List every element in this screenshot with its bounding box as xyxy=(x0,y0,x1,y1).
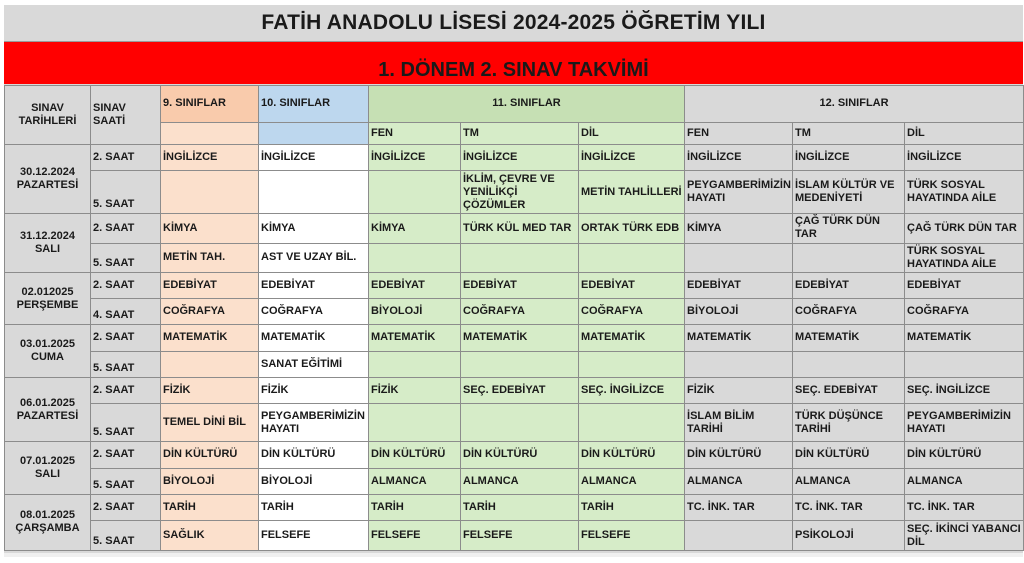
grade-12-subject xyxy=(685,351,793,377)
exam-weekday: CUMA xyxy=(31,351,64,364)
subheader-g12-fen: FEN xyxy=(685,122,793,144)
table-row xyxy=(5,298,1024,324)
grade-10-subject: DİN KÜLTÜRÜ xyxy=(259,442,369,468)
grade-11-subject: DİN KÜLTÜRÜ xyxy=(461,442,579,468)
grade-11-subject xyxy=(369,243,461,273)
grade-12-subject xyxy=(793,351,905,377)
grade-11-subject: METİN TAHLİLLERİ xyxy=(579,171,685,214)
grade-11-subject xyxy=(369,404,461,442)
subheader-g11-dil: DİL xyxy=(579,122,685,144)
exam-date: 02.012025 xyxy=(21,285,74,298)
table-row xyxy=(5,243,1024,273)
grade-10-subject: FİZİK xyxy=(259,377,369,403)
table-row xyxy=(5,145,1024,171)
grade-11-subject: İKLİM, ÇEVRE VE YENİLİKÇİ ÇÖZÜMLER xyxy=(461,171,579,214)
table-row xyxy=(5,325,1024,351)
exam-date: 30.12.2024 xyxy=(19,166,76,179)
grade-12-subject: EDEBİYAT xyxy=(793,273,905,298)
table-row xyxy=(5,171,1024,214)
exam-period: 4. SAAT xyxy=(91,298,161,324)
subheader-grade-10-empty xyxy=(259,122,369,144)
grade-9-subject: TARİH xyxy=(161,494,259,520)
grade-11-subject: FELSEFE xyxy=(579,521,685,551)
exam-date: 03.01.2025 xyxy=(19,338,76,351)
exam-weekday: PAZARTESİ xyxy=(16,409,79,422)
grade-11-subject: MATEMATİK xyxy=(579,325,685,351)
table-row xyxy=(5,468,1024,494)
grade-11-subject: ORTAK TÜRK EDB xyxy=(579,214,685,244)
grade-11-subject: TARİH xyxy=(579,494,685,520)
grade-11-subject xyxy=(579,351,685,377)
exam-weekday: SALI xyxy=(34,468,61,481)
grade-11-subject: MATEMATİK xyxy=(369,325,461,351)
grade-11-subject xyxy=(369,171,461,214)
grade-12-subject: BİYOLOJİ xyxy=(685,298,793,324)
grade-11-subject: COĞRAFYA xyxy=(579,298,685,324)
grade-10-subject: TARİH xyxy=(259,494,369,520)
grade-12-subject: SEÇ. İNGİLİZCE xyxy=(905,377,1024,403)
table-row xyxy=(5,442,1024,468)
exam-period: 5. SAAT xyxy=(91,521,161,551)
grade-12-subject: PEYGAMBERİMİZİN HAYATI xyxy=(685,171,793,214)
subheader-g12-dil: DİL xyxy=(905,122,1024,144)
grade-12-subject: İNGİLİZCE xyxy=(685,145,793,171)
exam-period: 5. SAAT xyxy=(91,243,161,273)
grade-12-subject: MATEMATİK xyxy=(793,325,905,351)
exam-period: 5. SAAT xyxy=(91,171,161,214)
header-grade-10: 10. SINIFLAR xyxy=(259,86,369,123)
grade-9-subject: TEMEL DİNİ BİL xyxy=(161,404,259,442)
exam-period: 2. SAAT xyxy=(91,273,161,298)
grade-11-subject: SEÇ. EDEBİYAT xyxy=(461,377,579,403)
grade-9-subject: KİMYA xyxy=(161,214,259,244)
grade-12-subject: TC. İNK. TAR xyxy=(685,494,793,520)
grade-11-subject: ALMANCA xyxy=(369,468,461,494)
grade-12-subject: DİN KÜLTÜRÜ xyxy=(685,442,793,468)
grade-11-subject: KİMYA xyxy=(369,214,461,244)
grade-10-subject: PEYGAMBERİMİZİN HAYATI xyxy=(259,404,369,442)
grade-12-subject xyxy=(685,243,793,273)
exam-date-cell xyxy=(5,494,91,550)
subheader-grade-9-empty xyxy=(161,122,259,144)
grade-11-subject xyxy=(579,243,685,273)
grade-12-subject: ALMANCA xyxy=(905,468,1024,494)
subheader-g11-tm: TM xyxy=(461,122,579,144)
exam-weekday: PERŞEMBE xyxy=(16,298,79,311)
grade-10-subject: FELSEFE xyxy=(259,521,369,551)
grade-12-subject: İNGİLİZCE xyxy=(793,145,905,171)
grade-9-subject: COĞRAFYA xyxy=(161,298,259,324)
grade-12-subject: FİZİK xyxy=(685,377,793,403)
page-title: FATİH ANADOLU LİSESİ 2024-2025 ÖĞRETİM YILI xyxy=(4,5,1023,42)
grade-12-subject xyxy=(793,243,905,273)
grade-11-subject: ALMANCA xyxy=(579,468,685,494)
table-row xyxy=(5,521,1024,551)
grade-12-subject: MATEMATİK xyxy=(685,325,793,351)
grade-12-subject: PSİKOLOJİ xyxy=(793,521,905,551)
grade-12-subject: TC. İNK. TAR xyxy=(905,494,1024,520)
grade-10-subject: COĞRAFYA xyxy=(259,298,369,324)
grade-9-subject xyxy=(161,171,259,214)
table-row xyxy=(5,404,1024,442)
exam-schedule-table xyxy=(4,85,1024,551)
grade-11-subject: FİZİK xyxy=(369,377,461,403)
grade-11-subject xyxy=(461,243,579,273)
schedule-subtitle: 1. DÖNEM 2. SINAV TAKVİMİ xyxy=(4,42,1023,84)
table-row xyxy=(5,377,1024,403)
exam-period: 2. SAAT xyxy=(91,214,161,244)
exam-period: 2. SAAT xyxy=(91,442,161,468)
grade-11-subject: FELSEFE xyxy=(461,521,579,551)
header-grade-9: 9. SINIFLAR xyxy=(161,86,259,123)
exam-date-cell xyxy=(5,442,91,495)
grade-10-subject: MATEMATİK xyxy=(259,325,369,351)
grade-9-subject: DİN KÜLTÜRÜ xyxy=(161,442,259,468)
grade-11-subject: TÜRK KÜL MED TAR xyxy=(461,214,579,244)
exam-period: 2. SAAT xyxy=(91,377,161,403)
grade-12-subject xyxy=(685,521,793,551)
grade-12-subject: TC. İNK. TAR xyxy=(793,494,905,520)
exam-period: 5. SAAT xyxy=(91,468,161,494)
grade-10-subject: SANAT EĞİTİMİ xyxy=(259,351,369,377)
grade-12-subject: EDEBİYAT xyxy=(685,273,793,298)
grade-10-subject: EDEBİYAT xyxy=(259,273,369,298)
grade-12-subject: MATEMATİK xyxy=(905,325,1024,351)
grade-12-subject: İNGİLİZCE xyxy=(905,145,1024,171)
grade-12-subject: COĞRAFYA xyxy=(793,298,905,324)
grade-11-subject: MATEMATİK xyxy=(461,325,579,351)
grade-11-subject: DİN KÜLTÜRÜ xyxy=(369,442,461,468)
exam-date: 07.01.2025 xyxy=(19,455,76,468)
header-row xyxy=(5,86,1024,123)
grade-10-subject: AST VE UZAY BİL. xyxy=(259,243,369,273)
grade-11-subject: İNGİLİZCE xyxy=(579,145,685,171)
grade-11-subject: EDEBİYAT xyxy=(579,273,685,298)
exam-date-cell xyxy=(5,273,91,325)
header-grade-11: 11. SINIFLAR xyxy=(369,86,685,123)
grade-11-subject: İNGİLİZCE xyxy=(461,145,579,171)
grade-12-subject: ÇAĞ TÜRK DÜN TAR xyxy=(905,214,1024,244)
grade-11-subject: BİYOLOJİ xyxy=(369,298,461,324)
grade-11-subject: İNGİLİZCE xyxy=(369,145,461,171)
exam-schedule-sheet xyxy=(4,5,1023,553)
header-exam-time: SINAV SAATİ xyxy=(91,86,161,145)
grade-12-subject xyxy=(905,351,1024,377)
grade-12-subject: DİN KÜLTÜRÜ xyxy=(905,442,1024,468)
grade-10-subject xyxy=(259,171,369,214)
table-row xyxy=(5,351,1024,377)
exam-date: 08.01.2025 xyxy=(19,509,76,522)
header-grade-12: 12. SINIFLAR xyxy=(685,86,1024,123)
grade-12-subject: ALMANCA xyxy=(685,468,793,494)
grade-11-subject xyxy=(369,351,461,377)
table-row xyxy=(5,494,1024,520)
grade-9-subject: METİN TAH. xyxy=(161,243,259,273)
grade-12-subject: SEÇ. EDEBİYAT xyxy=(793,377,905,403)
exam-period: 2. SAAT xyxy=(91,325,161,351)
grade-11-subject: EDEBİYAT xyxy=(369,273,461,298)
grade-11-subject: TARİH xyxy=(369,494,461,520)
grade-12-subject: TÜRK SOSYAL HAYATINDA AİLE xyxy=(905,171,1024,214)
exam-weekday: ÇARŞAMBA xyxy=(15,522,80,535)
grade-12-subject: TÜRK DÜŞÜNCE TARİHİ xyxy=(793,404,905,442)
grade-11-subject xyxy=(461,351,579,377)
grade-11-subject xyxy=(579,404,685,442)
grade-10-subject: BİYOLOJİ xyxy=(259,468,369,494)
grade-12-subject: SEÇ. İKİNCİ YABANCI DİL xyxy=(905,521,1024,551)
grade-11-subject: DİN KÜLTÜRÜ xyxy=(579,442,685,468)
subheader-g11-fen: FEN xyxy=(369,122,461,144)
grade-9-subject: SAĞLIK xyxy=(161,521,259,551)
exam-weekday: PAZARTESİ xyxy=(16,179,79,192)
grade-10-subject: KİMYA xyxy=(259,214,369,244)
exam-period: 5. SAAT xyxy=(91,351,161,377)
grade-9-subject: İNGİLİZCE xyxy=(161,145,259,171)
grade-12-subject: ALMANCA xyxy=(793,468,905,494)
subheader-g12-tm: TM xyxy=(793,122,905,144)
exam-period: 2. SAAT xyxy=(91,145,161,171)
grade-11-subject: FELSEFE xyxy=(369,521,461,551)
grade-12-subject: İSLAM KÜLTÜR VE MEDENİYETİ xyxy=(793,171,905,214)
table-row xyxy=(5,214,1024,244)
grade-11-subject: SEÇ. İNGİLİZCE xyxy=(579,377,685,403)
exam-period: 2. SAAT xyxy=(91,494,161,520)
grade-12-subject: KİMYA xyxy=(685,214,793,244)
exam-date: 06.01.2025 xyxy=(19,396,76,409)
grade-11-subject: COĞRAFYA xyxy=(461,298,579,324)
grade-9-subject xyxy=(161,351,259,377)
grade-9-subject: FİZİK xyxy=(161,377,259,403)
grade-11-subject: ALMANCA xyxy=(461,468,579,494)
exam-date: 31.12.2024 xyxy=(19,230,76,243)
exam-date-cell xyxy=(5,145,91,214)
grade-11-subject xyxy=(461,404,579,442)
grade-10-subject: İNGİLİZCE xyxy=(259,145,369,171)
exam-date-cell xyxy=(5,325,91,378)
exam-date-cell xyxy=(5,214,91,273)
grade-9-subject: EDEBİYAT xyxy=(161,273,259,298)
exam-period: 5. SAAT xyxy=(91,404,161,442)
grade-12-subject: COĞRAFYA xyxy=(905,298,1024,324)
grade-12-subject: EDEBİYAT xyxy=(905,273,1024,298)
grade-9-subject: MATEMATİK xyxy=(161,325,259,351)
grade-9-subject: BİYOLOJİ xyxy=(161,468,259,494)
exam-weekday: SALI xyxy=(34,243,61,256)
bottom-edge xyxy=(4,553,1023,557)
grade-11-subject: TARİH xyxy=(461,494,579,520)
header-exam-dates: SINAV TARİHLERİ xyxy=(5,86,91,145)
grade-12-subject: TÜRK SOSYAL HAYATINDA AİLE xyxy=(905,243,1024,273)
grade-11-subject: EDEBİYAT xyxy=(461,273,579,298)
grade-12-subject: PEYGAMBERİMİZİN HAYATI xyxy=(905,404,1024,442)
exam-date-cell xyxy=(5,377,91,441)
grade-12-subject: İSLAM BİLİM TARİHİ xyxy=(685,404,793,442)
grade-12-subject: ÇAĞ TÜRK DÜN TAR xyxy=(793,214,905,244)
grade-12-subject: DİN KÜLTÜRÜ xyxy=(793,442,905,468)
table-row xyxy=(5,273,1024,298)
